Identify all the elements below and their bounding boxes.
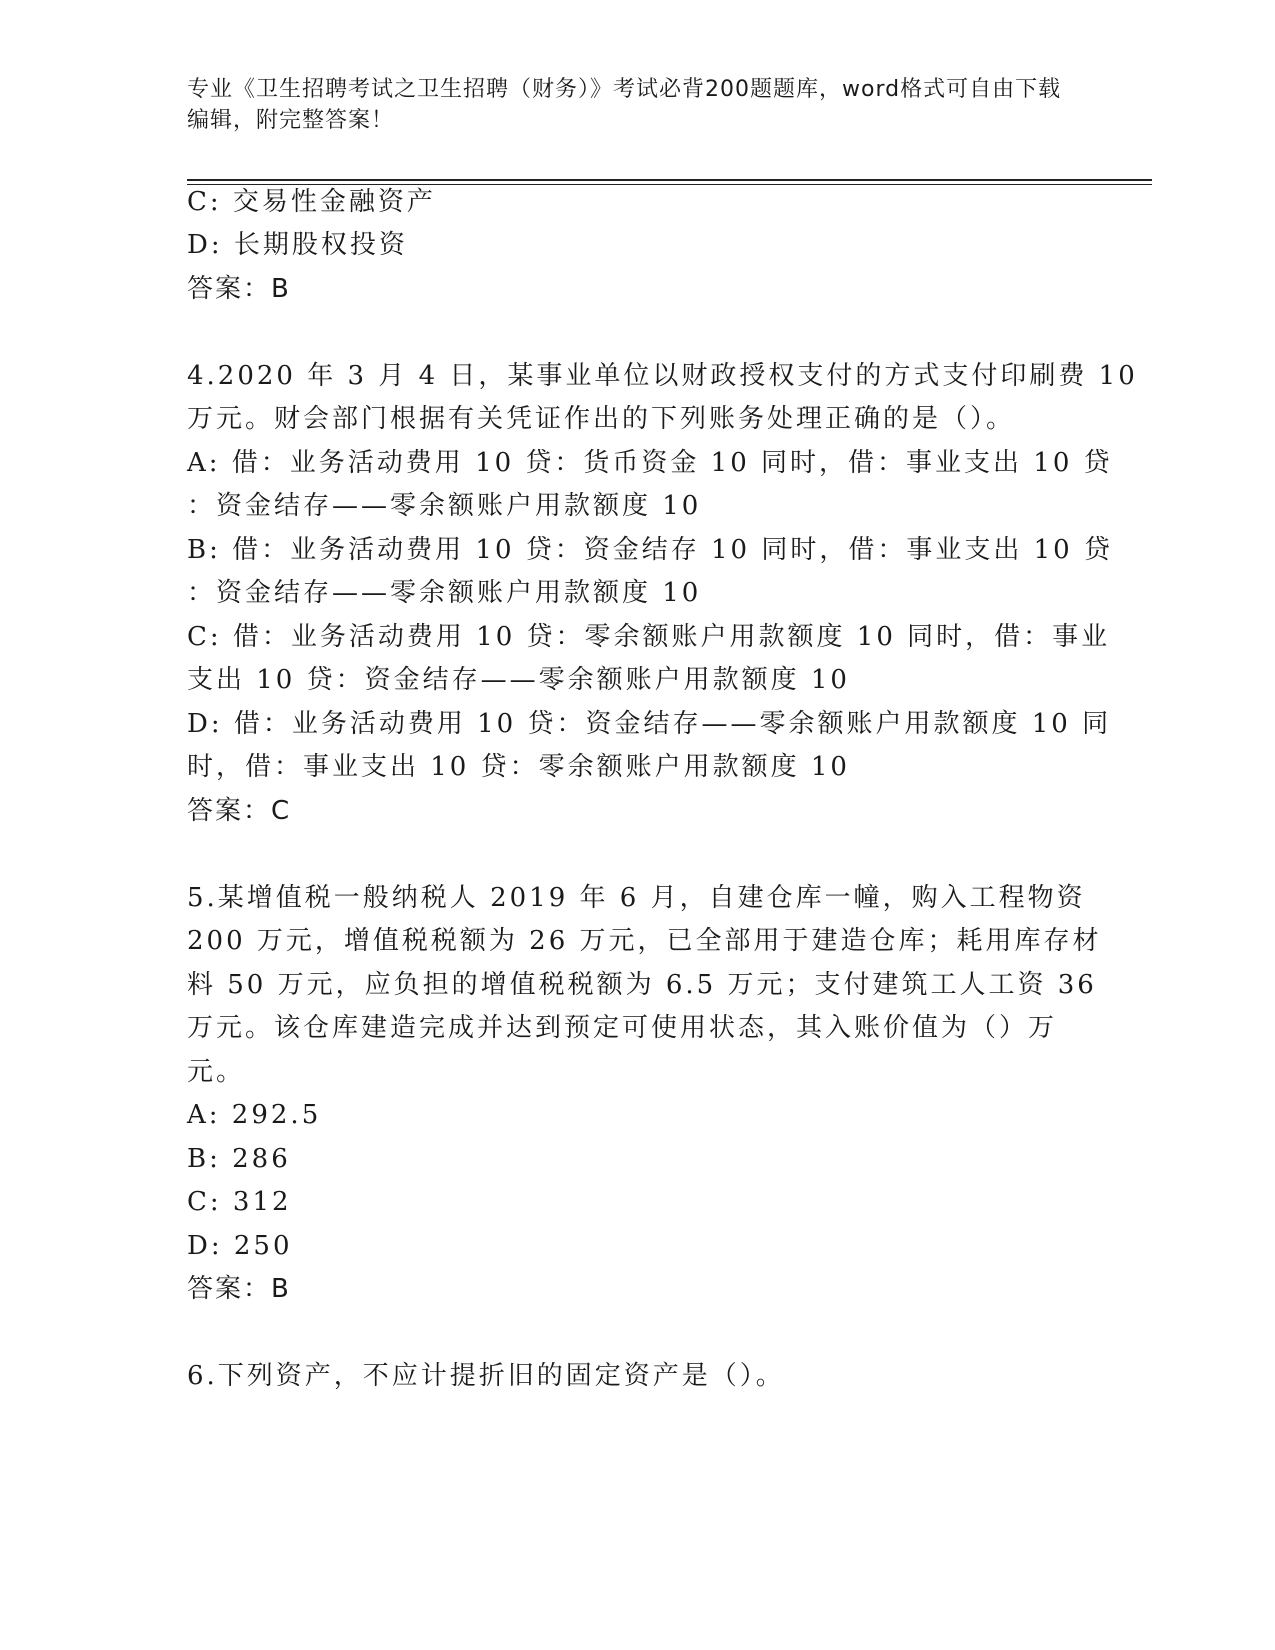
q4-option-a-line-1: A: 借：业务活动费用 10 贷：货币资金 10 同时，借：事业支出 10 贷 bbox=[187, 448, 1113, 478]
q4-stem-line-1: 4.2020 年 3 月 4 日，某事业单位以财政授权支付的方式支付印刷费 10 bbox=[187, 361, 1138, 391]
q4-option-b-line-2: ：资金结存——零余额账户用款额度 10 bbox=[187, 578, 702, 608]
q5-stem-line-5: 元。 bbox=[187, 1057, 246, 1087]
q3-option-c: C: 交易性金融资产 bbox=[187, 187, 436, 217]
q5-option-a: A: 292.5 bbox=[187, 1100, 322, 1130]
q3-answer: 答案：B bbox=[187, 274, 291, 304]
q4-option-d-line-1: D: 借：业务活动费用 10 贷：资金结存——零余额账户用款额度 10 同 bbox=[187, 709, 1112, 739]
q5-option-d: D: 250 bbox=[187, 1231, 293, 1261]
q4-option-a-line-2: ：资金结存——零余额账户用款额度 10 bbox=[187, 491, 702, 521]
q5-option-c: C: 312 bbox=[187, 1187, 292, 1217]
header-divider-thin bbox=[187, 184, 1152, 185]
q5-answer: 答案：B bbox=[187, 1274, 291, 1304]
q6-stem-line-1: 6.下列资产，不应计提折旧的固定资产是（）。 bbox=[187, 1361, 785, 1391]
q5-stem-line-4: 万元。该仓库建造完成并达到预定可使用状态，其入账价值为（）万 bbox=[187, 1013, 1058, 1043]
q5-stem-line-1: 5.某增值税一般纳税人 2019 年 6 月，自建仓库一幢，购入工程物资 bbox=[187, 883, 1086, 913]
q5-option-b: B: 286 bbox=[187, 1144, 291, 1174]
q4-option-c-line-1: C: 借：业务活动费用 10 贷：零余额账户用款额度 10 同时，借：事业 bbox=[187, 622, 1111, 652]
q5-stem-line-3: 料 50 万元，应负担的增值税税额为 6.5 万元；支付建筑工人工资 36 bbox=[187, 970, 1097, 1000]
q4-option-b-line-1: B: 借：业务活动费用 10 贷：资金结存 10 同时，借：事业支出 10 贷 bbox=[187, 535, 1113, 565]
q4-option-d-line-2: 时，借：事业支出 10 贷：零余额账户用款额度 10 bbox=[187, 752, 850, 782]
q5-stem-line-2: 200 万元，增值税税额为 26 万元，已全部用于建造仓库；耗用库存材 bbox=[187, 926, 1102, 956]
header-divider-thick bbox=[187, 179, 1152, 181]
q3-option-d: D: 长期股权投资 bbox=[187, 230, 408, 260]
q4-stem-line-2: 万元。财会部门根据有关凭证作出的下列账务处理正确的是（）。 bbox=[187, 404, 1016, 434]
q4-option-c-line-2: 支出 10 贷：资金结存——零余额账户用款额度 10 bbox=[187, 665, 850, 695]
document-header: 专业《卫生招聘考试之卫生招聘（财务）》考试必背200题题库，word格式可自由下载编辑，附完整答案！ bbox=[187, 77, 1062, 133]
q4-answer: 答案：C bbox=[187, 796, 292, 826]
